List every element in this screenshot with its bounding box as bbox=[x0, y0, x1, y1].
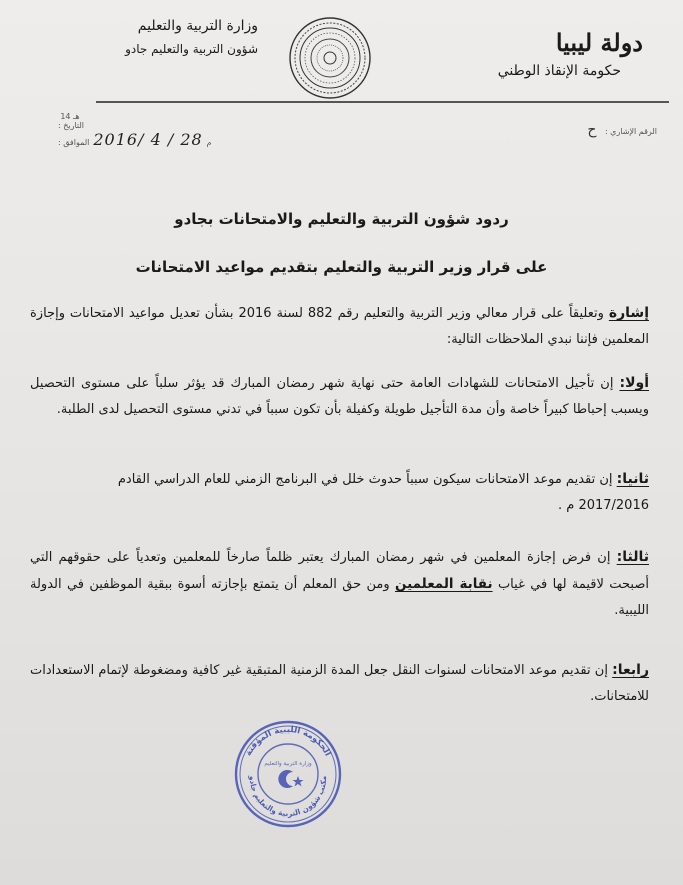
paragraph-lead: أولا: bbox=[619, 375, 649, 391]
paragraph-text: وتعليقاً على قرار معالي وزير التربية والتعليم رقم 882 لسنة 2016 بشأن تعديل مواعيد الامتحانات وإجازة المعلمين فإننا نبدي الملاحظات التالية: bbox=[30, 306, 649, 347]
stamp-outer-text: الحكومة الليبية المؤقتة bbox=[243, 724, 333, 758]
academic-year: 2017/2016 م . bbox=[557, 498, 649, 513]
paragraph-lead: إشارة bbox=[608, 305, 649, 321]
document-date bbox=[58, 112, 212, 149]
paragraph-text: ومن حق المعلم أن يتمتع بإجازته أسوة ببقية الموظفين في الدولة الليبية. bbox=[30, 577, 649, 618]
date-sub-label: الموافق : bbox=[58, 138, 90, 147]
paragraph-third bbox=[30, 544, 649, 624]
header-left bbox=[68, 18, 258, 56]
star-icon bbox=[293, 776, 304, 786]
paragraph-fourth bbox=[30, 657, 649, 710]
paragraph-first bbox=[30, 370, 649, 423]
hijri-label: هـ 14 bbox=[60, 112, 80, 121]
date-value: 2016/ 4 / 28 bbox=[93, 130, 203, 149]
teachers-union-emphasis: نقابة المعلمين bbox=[394, 576, 493, 592]
department-name: شؤون التربية والتعليم جادو bbox=[125, 42, 258, 56]
paragraph-text: إن فرض إجازة المعلمين في شهر رمضان المبارك يعتبر ظلماً صارخاً للمعلمين وتعدياً على حقوقهم التي أصبحت لاقيمة لها في غياب bbox=[30, 550, 650, 592]
reference-signature: ح bbox=[587, 122, 597, 138]
stamp-inner-text: مكتب شؤون التربية والتعليم جادو bbox=[247, 775, 329, 819]
document-title: ردود شؤون التربية والتعليم والامتحانات بجادو bbox=[174, 210, 509, 228]
paragraph-reference bbox=[30, 300, 649, 353]
crescent-icon bbox=[278, 770, 293, 788]
paragraph-lead: ثانيا: bbox=[616, 471, 649, 487]
stamp-sub-text: وزارة التربية والتعليم bbox=[264, 761, 312, 767]
reference-label: الرقم الإشاري : bbox=[604, 127, 657, 136]
svg-text:الحكومة الليبية المؤقتة bbox=[244, 725, 333, 758]
date-label: التاريخ : bbox=[58, 121, 85, 130]
paragraph-text: إن تقديم موعد الامتحانات سيكون سبباً حدوث خلل في البرنامج الزمني للعام الدراسي القادم bbox=[117, 472, 617, 487]
gregorian-suffix: م bbox=[206, 138, 212, 147]
government-name: حكومة الإنقاذ الوطني bbox=[497, 63, 621, 79]
header-divider bbox=[96, 101, 669, 103]
paragraph-lead: رابعا: bbox=[612, 662, 649, 678]
header-right bbox=[498, 28, 643, 79]
paragraph-lead: ثالثا: bbox=[616, 549, 649, 565]
reference-number bbox=[587, 122, 657, 138]
office-stamp-icon bbox=[232, 718, 344, 830]
document-subtitle: على قرار وزير التربية والتعليم بتقديم مواعيد الامتحانات bbox=[135, 258, 548, 276]
paragraph-text: إن تأجيل الامتحانات للشهادات العامة حتى نهاية شهر رمضان المبارك قد يؤثر سلباً على مستوى التحصيل ويسبب إحباطا كبيراً خاصة وأن مدة التأجيل طويلة وكفيلة بأن تكون سبباً في تدني مستوى التحصيل لدى الطلبة. bbox=[30, 376, 649, 417]
country-name: دولة ليبيا bbox=[555, 28, 643, 57]
svg-text:مكتب شؤون التربية والتعليم جاد bbox=[248, 775, 328, 818]
paragraph-text: إن تقديم موعد الامتحانات لسنوات النقل جعل المدة الزمنية المتبقية غير كافية ومضغوطة لإتمام الاستعدادات للامتحانات. bbox=[30, 663, 649, 704]
ministry-name: وزارة التربية والتعليم bbox=[137, 18, 258, 34]
paragraph-second bbox=[30, 466, 649, 519]
government-seal-icon bbox=[288, 16, 372, 100]
